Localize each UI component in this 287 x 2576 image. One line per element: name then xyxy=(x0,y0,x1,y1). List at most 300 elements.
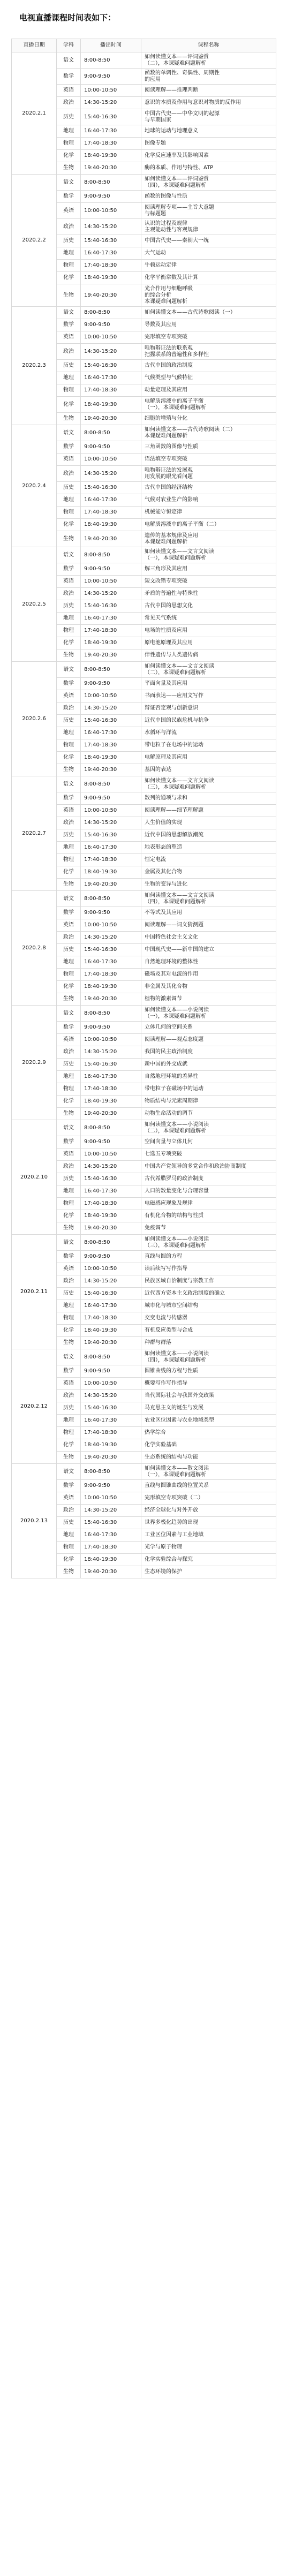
course-line: 如何读懂文本——古代诗歌阅读（一） xyxy=(145,309,236,315)
course-cell xyxy=(141,1006,276,1022)
course-cell xyxy=(141,866,276,879)
time-cell: 14:30-15:20 xyxy=(81,702,141,715)
course-line: 免疫调节 xyxy=(145,1225,166,1231)
subject-cell: 语文 xyxy=(57,52,81,69)
course-line: 如何读懂文本——文言文阅读 xyxy=(145,548,214,555)
time-cell: 19:40-20:30 xyxy=(81,1222,141,1235)
course-line: 带电粒子在磁场中的运动 xyxy=(145,1086,203,1092)
course-cell xyxy=(141,1235,276,1251)
subject-cell: 英语 xyxy=(57,1263,81,1275)
time-cell: 17:40-18:30 xyxy=(81,384,141,397)
time-cell: 17:40-18:30 xyxy=(81,739,141,752)
course-line: 常见天气系统 xyxy=(145,615,177,621)
course-line: 细胞的增殖与分化 xyxy=(145,416,187,421)
time-cell: 10:00-10:50 xyxy=(81,690,141,702)
course-cell xyxy=(141,1059,276,1071)
time-cell: 9:00-9:50 xyxy=(81,191,141,203)
time-cell: 18:40-19:30 xyxy=(81,1096,141,1108)
subject-cell: 化学 xyxy=(57,272,81,284)
time-cell: 8:00-8:50 xyxy=(81,547,141,563)
course-line: 生态环境的保护 xyxy=(145,1569,182,1575)
course-cell xyxy=(141,1275,276,1288)
course-line: （一），本课疑难问题解析 xyxy=(145,1013,206,1019)
subject-cell: 生物 xyxy=(57,413,81,425)
date-cell: 2020.2.6 xyxy=(12,662,57,776)
course-line: 主观能动性与客观规律 xyxy=(145,226,198,233)
course-line: 人口的数量变化与合理容量 xyxy=(145,1188,209,1194)
subject-cell: 历史 xyxy=(57,1173,81,1185)
subject-cell: 英语 xyxy=(57,85,81,97)
course-cell xyxy=(141,1492,276,1505)
course-line: 古代中国的思想文化 xyxy=(145,603,193,609)
course-line: 如何读懂文本——小说阅读 xyxy=(145,1007,209,1013)
course-line: 交变电流与传感器 xyxy=(145,1315,187,1321)
course-line: 的应用 xyxy=(145,76,161,82)
course-cell xyxy=(141,307,276,319)
time-cell: 16:40-17:30 xyxy=(81,125,141,138)
time-cell: 8:00-8:50 xyxy=(81,307,141,319)
course-cell xyxy=(141,360,276,372)
subject-cell: 语文 xyxy=(57,547,81,563)
date-cell: 2020.2.3 xyxy=(12,307,57,425)
header-date: 直播日期 xyxy=(12,39,57,52)
course-line: 电解质溶液中的离子平衡 xyxy=(145,398,203,404)
course-line: 古代希腊罗马的政治制度 xyxy=(145,1176,203,1182)
course-line: 化学平衡常数及其计算 xyxy=(145,275,198,281)
subject-cell: 生物 xyxy=(57,1337,81,1349)
course-cell xyxy=(141,441,276,454)
subject-cell: 英语 xyxy=(57,1378,81,1390)
subject-cell: 物理 xyxy=(57,854,81,866)
date-cell: 2020.2.1 xyxy=(12,52,57,175)
course-cell xyxy=(141,1365,276,1378)
course-line: 平面向量及其应用 xyxy=(145,681,187,686)
course-line: 解三角形及其应用 xyxy=(145,566,187,572)
time-cell: 16:40-17:30 xyxy=(81,613,141,625)
course-line: 恒定电流 xyxy=(145,857,166,863)
time-cell: 14:30-15:20 xyxy=(81,932,141,944)
time-cell: 15:40-16:30 xyxy=(81,1288,141,1300)
course-cell xyxy=(141,1312,276,1325)
course-cell xyxy=(141,397,276,413)
course-cell xyxy=(141,507,276,519)
time-cell: 8:00-8:50 xyxy=(81,425,141,441)
course-line: 阅读理解——推理判断 xyxy=(145,87,198,93)
course-cell xyxy=(141,344,276,360)
course-line: 阅读理解专项——主旨大意题 xyxy=(145,204,214,210)
subject-cell: 语文 xyxy=(57,1120,81,1136)
course-cell xyxy=(141,425,276,441)
course-line: 遗传的基本规律及应用 xyxy=(145,532,198,539)
course-line: 电解原理及其应用 xyxy=(145,754,187,760)
course-line: 磁场及其对电流的作用 xyxy=(145,971,198,977)
course-line: 用发展的眼光看问题 xyxy=(145,473,193,480)
course-cell xyxy=(141,1529,276,1542)
course-cell xyxy=(141,454,276,466)
course-line: 人生价值的实现 xyxy=(145,820,182,826)
course-line: 化学实验基础 xyxy=(145,1442,177,1448)
course-line: 机械能守恒定律 xyxy=(145,509,182,515)
subject-cell: 数学 xyxy=(57,907,81,919)
course-line: 概要写作写作指导 xyxy=(145,1380,187,1386)
subject-cell: 数学 xyxy=(57,792,81,805)
time-cell: 18:40-19:30 xyxy=(81,866,141,879)
course-line: 矛盾的普遍性与特殊性 xyxy=(145,591,198,596)
table-row xyxy=(12,425,276,441)
course-line: 唯物辩证法的联系观 xyxy=(145,345,193,351)
table-row xyxy=(12,1235,276,1251)
course-cell xyxy=(141,466,276,482)
subject-cell: 历史 xyxy=(57,1402,81,1415)
course-cell xyxy=(141,1173,276,1185)
course-cell xyxy=(141,1337,276,1349)
course-line: 导数及其应用 xyxy=(145,322,177,328)
time-cell: 19:40-20:30 xyxy=(81,531,141,547)
time-cell: 9:00-9:50 xyxy=(81,441,141,454)
time-cell: 18:40-19:30 xyxy=(81,272,141,284)
course-cell xyxy=(141,162,276,175)
course-line: 牛顿运动定律 xyxy=(145,262,177,268)
course-cell xyxy=(141,907,276,919)
course-line: （三），本课疑难问题解析 xyxy=(145,784,206,790)
subject-cell: 化学 xyxy=(57,752,81,764)
subject-cell: 化学 xyxy=(57,981,81,993)
course-line: 工业区位因素与工业地域 xyxy=(145,1532,203,1538)
subject-cell: 物理 xyxy=(57,625,81,637)
course-line: 如何读懂文本——文言文阅读 xyxy=(145,777,214,784)
time-cell: 15:40-16:30 xyxy=(81,600,141,613)
course-line: 我国的民主政治制度 xyxy=(145,1049,193,1055)
date-cell: 2020.2.11 xyxy=(12,1235,57,1349)
course-cell xyxy=(141,739,276,752)
course-line: 不等式及其应用 xyxy=(145,910,182,916)
course-line: 化学反应速率及其影响因素 xyxy=(145,153,209,158)
subject-cell: 政治 xyxy=(57,466,81,482)
time-cell: 15:40-16:30 xyxy=(81,109,141,125)
course-cell xyxy=(141,649,276,662)
course-line: 非金属及其化合物 xyxy=(145,984,187,989)
course-cell xyxy=(141,969,276,981)
course-line: 书面表达——应用文写作 xyxy=(145,693,203,699)
subject-cell: 历史 xyxy=(57,944,81,956)
time-cell: 10:00-10:50 xyxy=(81,331,141,344)
course-cell xyxy=(141,1210,276,1222)
time-cell: 15:40-16:30 xyxy=(81,715,141,727)
subject-cell: 数学 xyxy=(57,441,81,454)
course-line: 完形填空专项突破（二） xyxy=(145,1495,203,1501)
time-cell: 14:30-15:20 xyxy=(81,1046,141,1059)
course-line: 如何读懂文本——古代诗歌阅读（二） xyxy=(145,426,236,433)
course-line: 本课疑难问题解析 xyxy=(145,539,187,545)
course-cell xyxy=(141,1566,276,1578)
course-line: 伴性遗传与人类遗传病 xyxy=(145,652,198,658)
course-line: 阅读理解——细节理解题 xyxy=(145,807,203,813)
time-cell: 8:00-8:50 xyxy=(81,52,141,69)
subject-cell: 语文 xyxy=(57,662,81,678)
course-line: 直线与圆锥曲线的位置关系 xyxy=(145,1483,209,1489)
subject-cell: 化学 xyxy=(57,1096,81,1108)
course-cell xyxy=(141,413,276,425)
course-line: （四），本课疑难问题解析 xyxy=(145,1357,206,1363)
time-cell: 10:00-10:50 xyxy=(81,203,141,219)
time-cell: 15:40-16:30 xyxy=(81,360,141,372)
subject-cell: 生物 xyxy=(57,1452,81,1464)
time-cell: 16:40-17:30 xyxy=(81,372,141,384)
time-cell: 18:40-19:30 xyxy=(81,519,141,531)
header-time: 播出时间 xyxy=(81,39,141,52)
time-cell: 8:00-8:50 xyxy=(81,1464,141,1480)
course-line: 动物生命活动的调节 xyxy=(145,1111,193,1116)
course-line: 读后续写写作指导 xyxy=(145,1266,187,1272)
course-cell xyxy=(141,85,276,97)
subject-cell: 化学 xyxy=(57,150,81,162)
time-cell: 17:40-18:30 xyxy=(81,1198,141,1210)
subject-cell: 生物 xyxy=(57,879,81,891)
table-row xyxy=(12,776,276,792)
time-cell: 9:00-9:50 xyxy=(81,1480,141,1492)
subject-cell: 物理 xyxy=(57,1083,81,1096)
course-cell xyxy=(141,1554,276,1566)
course-cell xyxy=(141,576,276,588)
time-cell: 8:00-8:50 xyxy=(81,1235,141,1251)
time-cell: 16:40-17:30 xyxy=(81,1071,141,1083)
time-cell: 18:40-19:30 xyxy=(81,1210,141,1222)
course-cell xyxy=(141,1378,276,1390)
course-cell xyxy=(141,678,276,690)
course-line: 酶的本质、作用与特性、ATP xyxy=(145,165,214,171)
time-cell: 18:40-19:30 xyxy=(81,981,141,993)
time-cell: 17:40-18:30 xyxy=(81,625,141,637)
course-cell xyxy=(141,1325,276,1337)
time-cell: 19:40-20:30 xyxy=(81,993,141,1006)
course-line: 直线与圆的方程 xyxy=(145,1253,182,1259)
course-cell xyxy=(141,1517,276,1529)
subject-cell: 政治 xyxy=(57,1161,81,1173)
time-cell: 10:00-10:50 xyxy=(81,1378,141,1390)
course-line: 中国古代史——中华文明的起源 xyxy=(145,110,220,117)
subject-cell: 数学 xyxy=(57,1251,81,1263)
subject-cell: 政治 xyxy=(57,932,81,944)
subject-cell: 历史 xyxy=(57,1059,81,1071)
course-line: 认识的过程及规律 xyxy=(145,220,187,226)
course-cell xyxy=(141,891,276,907)
course-cell xyxy=(141,1505,276,1517)
course-cell xyxy=(141,1439,276,1452)
course-line: 城市化与城市空间结构 xyxy=(145,1303,198,1309)
course-line: 原电池原理及其应用 xyxy=(145,640,193,646)
course-line: 动量定理及其应用 xyxy=(145,387,187,393)
subject-cell: 历史 xyxy=(57,1517,81,1529)
table-header-row xyxy=(12,39,276,52)
course-cell xyxy=(141,372,276,384)
course-cell xyxy=(141,879,276,891)
course-line: 圆锥曲线的方程与性质 xyxy=(145,1368,198,1374)
time-cell: 17:40-18:30 xyxy=(81,1083,141,1096)
subject-cell: 历史 xyxy=(57,482,81,494)
subject-cell: 政治 xyxy=(57,1046,81,1059)
course-line: 马克思主义的诞生与发展 xyxy=(145,1405,203,1411)
time-cell: 10:00-10:50 xyxy=(81,1263,141,1275)
table-row xyxy=(12,175,276,191)
subject-cell: 语文 xyxy=(57,776,81,792)
course-line: 地表形态的塑造 xyxy=(145,844,182,850)
time-cell: 17:40-18:30 xyxy=(81,969,141,981)
course-cell xyxy=(141,932,276,944)
course-line: 电解质溶液中的离子平衡（二） xyxy=(145,522,220,527)
subject-cell: 化学 xyxy=(57,1325,81,1337)
course-cell xyxy=(141,1390,276,1402)
subject-cell: 数学 xyxy=(57,191,81,203)
subject-cell: 地理 xyxy=(57,842,81,854)
time-cell: 18:40-19:30 xyxy=(81,1554,141,1566)
time-cell: 10:00-10:50 xyxy=(81,576,141,588)
course-cell xyxy=(141,919,276,932)
subject-cell: 语文 xyxy=(57,1235,81,1251)
subject-cell: 生物 xyxy=(57,531,81,547)
course-cell xyxy=(141,125,276,138)
subject-cell: 物理 xyxy=(57,1542,81,1554)
course-line: 阅读理解——词义猜测题 xyxy=(145,922,203,928)
course-line: 短文改错专项突破 xyxy=(145,578,187,584)
course-cell xyxy=(141,1464,276,1480)
time-cell: 18:40-19:30 xyxy=(81,1325,141,1337)
table-row xyxy=(12,1120,276,1136)
course-line: （二），本课疑难问题解析 xyxy=(145,1128,206,1134)
course-line: （一），本课疑难问题解析 xyxy=(145,1471,206,1478)
course-cell xyxy=(141,109,276,125)
date-cell: 2020.2.2 xyxy=(12,175,57,307)
subject-cell: 英语 xyxy=(57,203,81,219)
course-line: 唯物辩证法的发展观 xyxy=(145,467,193,473)
course-line: 地球的运动与地理意义 xyxy=(145,128,198,134)
course-line: 种群与群落 xyxy=(145,1340,171,1346)
subject-cell: 地理 xyxy=(57,1071,81,1083)
subject-cell: 历史 xyxy=(57,715,81,727)
course-line: 函数的图像与性质 xyxy=(145,193,187,199)
course-cell xyxy=(141,829,276,842)
subject-cell: 物理 xyxy=(57,739,81,752)
subject-cell: 生物 xyxy=(57,1222,81,1235)
time-cell: 18:40-19:30 xyxy=(81,150,141,162)
time-cell: 9:00-9:50 xyxy=(81,69,141,85)
course-cell xyxy=(141,1263,276,1275)
subject-cell: 历史 xyxy=(57,360,81,372)
time-cell: 17:40-18:30 xyxy=(81,1542,141,1554)
time-cell: 14:30-15:20 xyxy=(81,466,141,482)
subject-cell: 英语 xyxy=(57,919,81,932)
course-line: 如何读懂文本——文言文阅读 xyxy=(145,892,214,898)
subject-cell: 政治 xyxy=(57,97,81,109)
course-line: 语法填空专项突破 xyxy=(145,456,187,462)
course-cell xyxy=(141,175,276,191)
subject-cell: 化学 xyxy=(57,1210,81,1222)
time-cell: 17:40-18:30 xyxy=(81,1312,141,1325)
subject-cell: 地理 xyxy=(57,494,81,507)
header-subject: 学科 xyxy=(57,39,81,52)
time-cell: 19:40-20:30 xyxy=(81,1337,141,1349)
course-cell xyxy=(141,944,276,956)
course-cell xyxy=(141,1022,276,1034)
subject-cell: 数学 xyxy=(57,69,81,85)
subject-cell: 历史 xyxy=(57,1288,81,1300)
subject-cell: 化学 xyxy=(57,866,81,879)
course-line: 意识的本质及作用与意识对物质的反作用 xyxy=(145,100,241,105)
time-cell: 19:40-20:30 xyxy=(81,162,141,175)
subject-cell: 历史 xyxy=(57,829,81,842)
course-line: 有机化合物的结构与性质 xyxy=(145,1213,203,1219)
course-cell xyxy=(141,384,276,397)
course-line: 的综合分析 xyxy=(145,292,171,298)
date-cell: 2020.2.7 xyxy=(12,776,57,891)
course-cell xyxy=(141,842,276,854)
time-cell: 15:40-16:30 xyxy=(81,1173,141,1185)
course-line: 三角函数的图像与性质 xyxy=(145,444,198,450)
course-cell xyxy=(141,1415,276,1427)
course-cell xyxy=(141,588,276,600)
course-line: 电磁感应现象及规律 xyxy=(145,1200,193,1206)
course-cell xyxy=(141,1071,276,1083)
time-cell: 9:00-9:50 xyxy=(81,678,141,690)
time-cell: 15:40-16:30 xyxy=(81,829,141,842)
course-cell xyxy=(141,1542,276,1554)
course-line: （四），本课疑难问题解析 xyxy=(145,182,206,188)
time-cell: 17:40-18:30 xyxy=(81,1427,141,1439)
subject-cell: 地理 xyxy=(57,1185,81,1198)
course-cell xyxy=(141,600,276,613)
course-cell xyxy=(141,1185,276,1198)
course-line: 古代中国的经济结构 xyxy=(145,485,193,490)
time-cell: 19:40-20:30 xyxy=(81,1566,141,1578)
subject-cell: 生物 xyxy=(57,649,81,662)
course-line: 植物的激素调节 xyxy=(145,996,182,1002)
time-cell: 19:40-20:30 xyxy=(81,649,141,662)
course-line: （四），本课疑难问题解析 xyxy=(145,898,206,905)
course-cell xyxy=(141,97,276,109)
subject-cell: 地理 xyxy=(57,1300,81,1312)
time-cell: 19:40-20:30 xyxy=(81,1452,141,1464)
subject-cell: 化学 xyxy=(57,519,81,531)
course-cell xyxy=(141,1136,276,1149)
course-cell xyxy=(141,150,276,162)
course-cell xyxy=(141,1349,276,1365)
course-cell xyxy=(141,1034,276,1046)
time-cell: 9:00-9:50 xyxy=(81,792,141,805)
course-line: 物质结构与元素周期律 xyxy=(145,1098,198,1104)
course-cell xyxy=(141,637,276,649)
course-line: 如何读懂文本——小说阅读 xyxy=(145,1350,209,1357)
course-line: （二），本课疑难问题解析 xyxy=(145,60,206,66)
date-cell: 2020.2.5 xyxy=(12,547,57,662)
course-line: 中国共产党领导的多党合作和政治协商制度 xyxy=(145,1164,246,1169)
time-cell: 16:40-17:30 xyxy=(81,1300,141,1312)
time-cell: 15:40-16:30 xyxy=(81,482,141,494)
course-line: 如何读懂文本——小说阅读 xyxy=(145,1121,209,1128)
time-cell: 10:00-10:50 xyxy=(81,454,141,466)
course-line: 基因的表达 xyxy=(145,767,171,773)
subject-cell: 英语 xyxy=(57,576,81,588)
subject-cell: 政治 xyxy=(57,344,81,360)
course-cell xyxy=(141,1120,276,1136)
subject-cell: 语文 xyxy=(57,175,81,191)
subject-cell: 化学 xyxy=(57,1439,81,1452)
course-cell xyxy=(141,613,276,625)
time-cell: 10:00-10:50 xyxy=(81,1492,141,1505)
course-cell xyxy=(141,1198,276,1210)
subject-cell: 地理 xyxy=(57,247,81,260)
course-line: 自然地理环境的整体性 xyxy=(145,959,198,965)
time-cell: 9:00-9:50 xyxy=(81,907,141,919)
course-cell xyxy=(141,817,276,829)
